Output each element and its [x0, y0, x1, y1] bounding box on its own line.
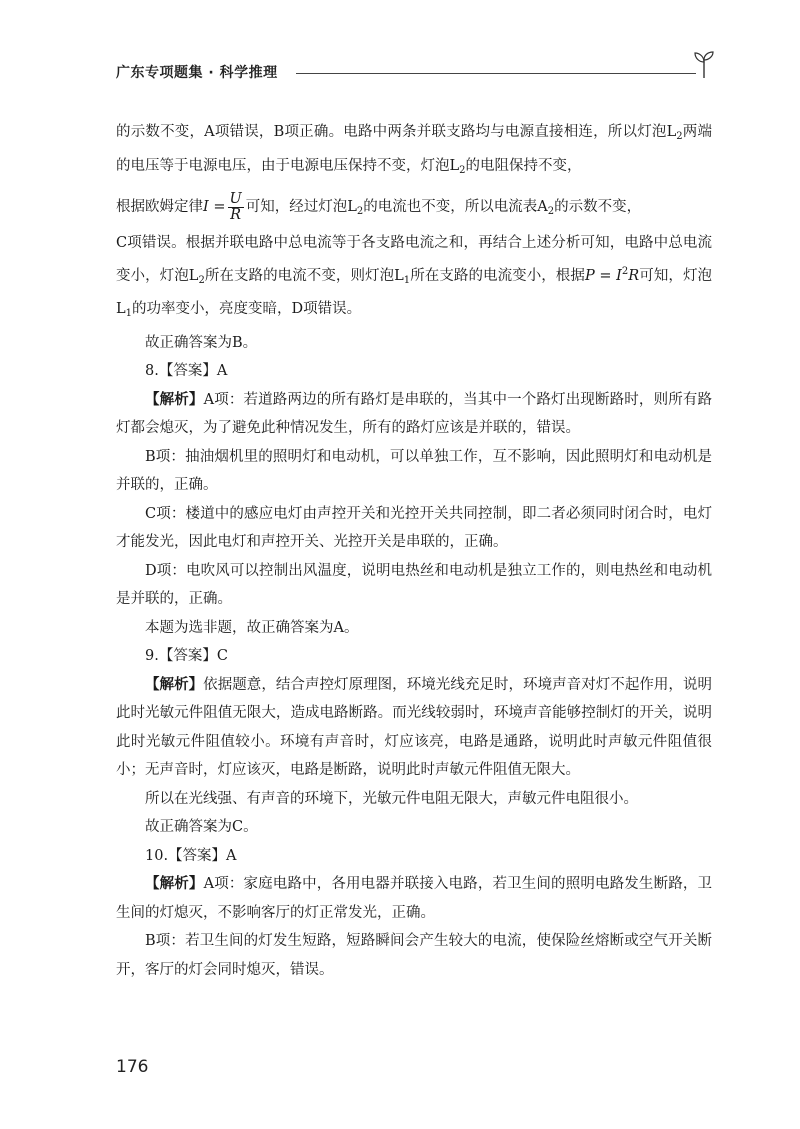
running-header — [116, 58, 716, 86]
header-rule — [296, 73, 696, 74]
header-title: 广东专项题集 · 科学推理 — [116, 65, 278, 81]
q9-summary: 所以在光线强、有声音的环境下，光敏元件电阻无限大，声敏元件电阻很小。 — [145, 790, 638, 807]
q10-option-a: 【解析】A项：家庭电路中，各用电器并联接入电路，若卫生间的照明电路发生断路，卫生间的灯熄灭，不影响客厅的灯正常发光，正确。 — [116, 875, 713, 921]
q8-option-b: B项：抽油烟机里的照明灯和电动机，可以单独工作，互不影响，因此照明灯和电动机是并联的，正确。 — [116, 448, 712, 493]
q8-conclusion: 本题为选非题，故正确答案为A。 — [145, 619, 359, 636]
page-number: 176 — [116, 1057, 149, 1077]
q9-answer: 9.【答案】C — [145, 648, 228, 664]
page-body — [116, 118, 712, 984]
sprout-icon — [692, 50, 716, 80]
paragraph-q7-analysis: C项错误。根据并联电路中总电流等于各支路电流之和，再结合上述分析可知，电路中总电流变小，灯泡$L_2$所在支路的电流不变，则灯泡$L_1$所在支路的电流变小，根据$P = I^2R$可知，灯泡$L_1$的功率变小，亮度变暗，D项错误。 — [116, 235, 713, 319]
q8-option-d: D项：电吹风可以控制出风温度，说明电热丝和电动机是独立工作的，则电热丝和电动机是并联的，正确。 — [116, 562, 712, 607]
q8-answer: 8.【答案】A — [145, 363, 228, 379]
paragraph-q7-continuation: 的示数不变，A项错误，B项正确。电路中两条并联支路均与电源直接相连，所以灯泡$L_2$两端的电压等于电源电压，由于电源电压保持不变，灯泡$L_2$的电阻保持不变， — [116, 124, 712, 176]
q9-analysis: 【解析】依据题意，结合声控灯原理图，环境光线充足时，环境声音对灯不起作用，说明此时光敏元件阻值无限大，造成电路断路。而光线较弱时，环境声音能够控制灯的开关，说明此时光敏元件阻值较小。环境有声音时，灯应该亮，电路是通路，说明此时声敏元件阻值很小；无声音时，灯应该灭，电路是断路，说明此时声敏元件阻值无限大。 — [116, 675, 713, 778]
q10-option-b: B项：若卫生间的灯发生短路，短路瞬间会产生较大的电流，使保险丝熔断或空气开关断开，客厅的灯会同时熄灭，错误。 — [116, 933, 712, 978]
q7-conclusion: 故正确答案为B。 — [145, 334, 258, 351]
q8-option-a: 【解析】A项：若道路两边的所有路灯是串联的，当其中一个路灯出现断路时，则所有路灯都会熄灭，为了避免此种情况发生，所有的路灯应该是并联的，错误。 — [116, 390, 713, 436]
q8-option-c: C项：楼道中的感应电灯由声控开关和光控开关共同控制，即二者必须同时闭合时，电灯才能发光，因此电灯和声控开关、光控开关是串联的，正确。 — [116, 505, 712, 550]
q10-answer: 10.【答案】A — [145, 847, 237, 864]
q9-conclusion: 故正确答案为C。 — [145, 819, 258, 835]
fraction-u-over-r: $\frac{U}{R}$ — [229, 190, 242, 223]
ohms-law-line: 根据欧姆定律I = $\frac{U}{R}$ 可知，经过灯泡$L_2$的电流也不变，所以电流表$A_2$的示数不变， — [116, 190, 642, 223]
